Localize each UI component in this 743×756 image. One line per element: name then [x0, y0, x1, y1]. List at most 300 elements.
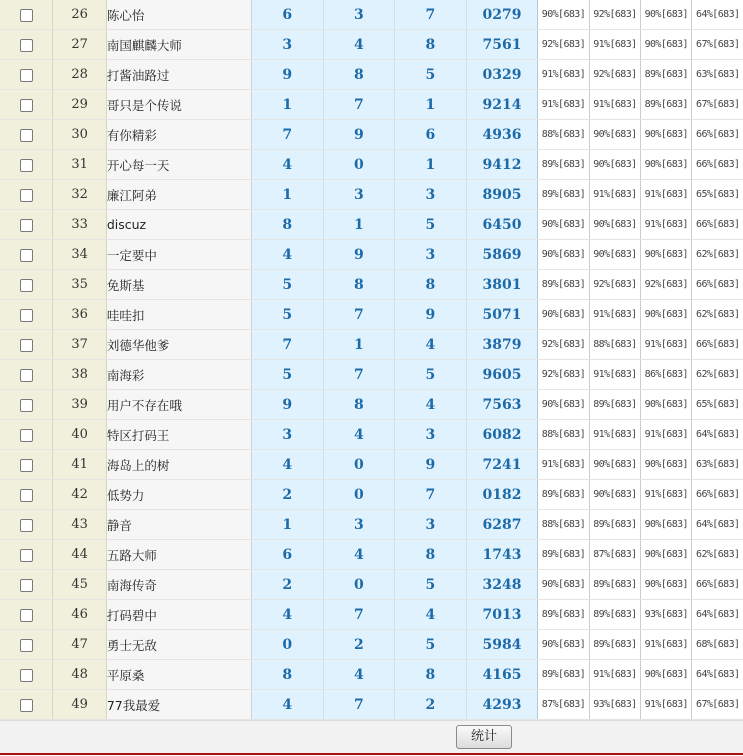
- digit-cell: 7: [323, 300, 395, 330]
- digit-cell: 7: [323, 360, 395, 390]
- row-number: 41: [53, 450, 106, 480]
- digit-cell: 3: [395, 240, 467, 270]
- row-number: 29: [53, 90, 106, 120]
- percent-cell: 89%[683]: [538, 180, 589, 210]
- row-number: 26: [53, 0, 106, 30]
- digit-cell: 5: [395, 60, 467, 90]
- percent-cell: 91%[683]: [641, 630, 692, 660]
- code-cell: 5071: [466, 300, 538, 330]
- digit-cell: 4: [395, 600, 467, 630]
- digit-cell: 4: [395, 330, 467, 360]
- row-number: 28: [53, 60, 106, 90]
- percent-cell: 91%[683]: [538, 90, 589, 120]
- row-number: 40: [53, 420, 106, 450]
- row-select-cell: [0, 690, 53, 720]
- percent-cell: 64%[683]: [692, 510, 743, 540]
- percent-cell: 91%[683]: [538, 450, 589, 480]
- row-select-cell: [0, 630, 53, 660]
- row-checkbox[interactable]: [20, 309, 33, 322]
- percent-cell: 91%[683]: [641, 480, 692, 510]
- code-cell: 5984: [466, 630, 538, 660]
- percent-cell: 92%[683]: [641, 270, 692, 300]
- row-select-cell: [0, 270, 53, 300]
- percent-cell: 90%[683]: [641, 450, 692, 480]
- digit-cell: 8: [323, 270, 395, 300]
- digit-cell: 3: [252, 30, 324, 60]
- percent-cell: 91%[683]: [641, 690, 692, 720]
- row-checkbox[interactable]: [20, 99, 33, 112]
- code-cell: 7241: [466, 450, 538, 480]
- percent-cell: 64%[683]: [692, 600, 743, 630]
- percent-cell: 67%[683]: [692, 690, 743, 720]
- percent-cell: 89%[683]: [589, 600, 640, 630]
- user-name: 陈心怡: [106, 0, 251, 30]
- percent-cell: 90%[683]: [589, 240, 640, 270]
- percent-cell: 90%[683]: [538, 390, 589, 420]
- table-row: [0, 300, 743, 330]
- user-name: 打酱油路过: [106, 60, 251, 90]
- percent-cell: 62%[683]: [692, 540, 743, 570]
- code-cell: 9214: [466, 90, 538, 120]
- digit-cell: 0: [323, 150, 395, 180]
- table-row: [0, 360, 743, 390]
- percent-cell: 91%[683]: [641, 180, 692, 210]
- digit-cell: 4: [323, 30, 395, 60]
- digit-cell: 0: [323, 450, 395, 480]
- row-number: 42: [53, 480, 106, 510]
- row-select-cell: [0, 660, 53, 690]
- digit-cell: 8: [323, 390, 395, 420]
- percent-cell: 90%[683]: [641, 660, 692, 690]
- digit-cell: 0: [323, 570, 395, 600]
- percent-cell: 90%[683]: [589, 120, 640, 150]
- percent-cell: 88%[683]: [538, 510, 589, 540]
- digit-cell: 1: [323, 330, 395, 360]
- digit-cell: 4: [252, 450, 324, 480]
- percent-cell: 67%[683]: [692, 30, 743, 60]
- digit-cell: 7: [323, 90, 395, 120]
- percent-cell: 89%[683]: [538, 150, 589, 180]
- digit-cell: 8: [323, 60, 395, 90]
- code-cell: 3248: [466, 570, 538, 600]
- table-row: [0, 120, 743, 150]
- row-checkbox[interactable]: [20, 129, 33, 142]
- digit-cell: 4: [323, 540, 395, 570]
- percent-cell: 91%[683]: [538, 60, 589, 90]
- table-row: [0, 630, 743, 660]
- percent-cell: 89%[683]: [641, 90, 692, 120]
- percent-cell: 68%[683]: [692, 630, 743, 660]
- percent-cell: 92%[683]: [589, 60, 640, 90]
- row-number: 27: [53, 30, 106, 60]
- percent-cell: 89%[683]: [538, 270, 589, 300]
- user-name: 南海彩: [106, 360, 251, 390]
- digit-cell: 6: [252, 0, 324, 30]
- digit-cell: 9: [395, 300, 467, 330]
- user-name: 低势力: [106, 480, 251, 510]
- row-select-cell: [0, 180, 53, 210]
- digit-cell: 9: [323, 120, 395, 150]
- code-cell: 9412: [466, 150, 538, 180]
- row-select-cell: [0, 360, 53, 390]
- code-cell: 1743: [466, 540, 538, 570]
- user-name: 哥只是个传说: [106, 90, 251, 120]
- percent-cell: 90%[683]: [641, 300, 692, 330]
- percent-cell: 90%[683]: [641, 150, 692, 180]
- percent-cell: 66%[683]: [692, 150, 743, 180]
- percent-cell: 89%[683]: [589, 570, 640, 600]
- percent-cell: 90%[683]: [641, 240, 692, 270]
- digit-cell: 3: [395, 180, 467, 210]
- row-select-cell: [0, 390, 53, 420]
- percent-cell: 91%[683]: [589, 360, 640, 390]
- row-select-cell: [0, 450, 53, 480]
- digit-cell: 1: [323, 210, 395, 240]
- table-row: [0, 90, 743, 120]
- table-row: [0, 150, 743, 180]
- digit-cell: 3: [252, 420, 324, 450]
- percent-cell: 91%[683]: [641, 330, 692, 360]
- user-name: discuz: [106, 210, 251, 240]
- digit-cell: 4: [252, 600, 324, 630]
- row-checkbox[interactable]: [20, 489, 33, 502]
- table-row: [0, 270, 743, 300]
- percent-cell: 89%[683]: [641, 60, 692, 90]
- percent-cell: 88%[683]: [589, 330, 640, 360]
- row-checkbox[interactable]: [20, 189, 33, 202]
- percent-cell: 90%[683]: [641, 390, 692, 420]
- digit-cell: 4: [323, 660, 395, 690]
- row-checkbox[interactable]: [20, 39, 33, 52]
- digit-cell: 3: [323, 510, 395, 540]
- row-select-cell: [0, 60, 53, 90]
- row-checkbox[interactable]: [20, 429, 33, 442]
- row-checkbox[interactable]: [20, 9, 33, 22]
- percent-cell: 92%[683]: [538, 30, 589, 60]
- digit-cell: 6: [252, 540, 324, 570]
- row-checkbox[interactable]: [20, 69, 33, 82]
- digit-cell: 2: [252, 570, 324, 600]
- digit-cell: 0: [252, 630, 324, 660]
- table-row: [0, 450, 743, 480]
- percent-cell: 90%[683]: [538, 630, 589, 660]
- percent-cell: 64%[683]: [692, 660, 743, 690]
- user-name: 廉江阿弟: [106, 180, 251, 210]
- percent-cell: 92%[683]: [538, 330, 589, 360]
- percent-cell: 93%[683]: [589, 690, 640, 720]
- stat-button[interactable]: 统计: [456, 725, 512, 749]
- digit-cell: 1: [252, 510, 324, 540]
- row-checkbox[interactable]: [20, 609, 33, 622]
- percent-cell: 90%[683]: [538, 240, 589, 270]
- digit-cell: 1: [395, 90, 467, 120]
- row-checkbox[interactable]: [20, 159, 33, 172]
- table-row: [0, 330, 743, 360]
- digit-cell: 2: [252, 480, 324, 510]
- percent-cell: 66%[683]: [692, 120, 743, 150]
- row-select-cell: [0, 330, 53, 360]
- code-cell: 4936: [466, 120, 538, 150]
- percent-cell: 90%[683]: [538, 300, 589, 330]
- percent-cell: 87%[683]: [538, 690, 589, 720]
- table-row: [0, 60, 743, 90]
- table-row: [0, 180, 743, 210]
- percent-cell: 67%[683]: [692, 90, 743, 120]
- percent-cell: 91%[683]: [589, 90, 640, 120]
- percent-cell: 89%[683]: [538, 480, 589, 510]
- digit-cell: 4: [252, 150, 324, 180]
- digit-cell: 4: [395, 390, 467, 420]
- table-row: [0, 690, 743, 720]
- user-name: 用户不存在哦: [106, 390, 251, 420]
- digit-cell: 4: [323, 420, 395, 450]
- row-number: 36: [53, 300, 106, 330]
- user-name: 南海传奇: [106, 570, 251, 600]
- row-checkbox[interactable]: [20, 699, 33, 712]
- percent-cell: 90%[683]: [641, 120, 692, 150]
- table-row: [0, 30, 743, 60]
- row-checkbox[interactable]: [20, 369, 33, 382]
- digit-cell: 4: [252, 690, 324, 720]
- code-cell: 4293: [466, 690, 538, 720]
- row-checkbox[interactable]: [20, 669, 33, 682]
- row-number: 43: [53, 510, 106, 540]
- digit-cell: 8: [252, 210, 324, 240]
- table-row: [0, 510, 743, 540]
- percent-cell: 89%[683]: [538, 660, 589, 690]
- row-select-cell: [0, 90, 53, 120]
- code-cell: 4165: [466, 660, 538, 690]
- code-cell: 3879: [466, 330, 538, 360]
- percent-cell: 89%[683]: [589, 630, 640, 660]
- table-row: [0, 570, 743, 600]
- digit-cell: 8: [395, 30, 467, 60]
- digit-cell: 9: [323, 240, 395, 270]
- user-name: 有你精彩: [106, 120, 251, 150]
- row-number: 38: [53, 360, 106, 390]
- row-select-cell: [0, 570, 53, 600]
- row-number: 37: [53, 330, 106, 360]
- digit-cell: 1: [395, 150, 467, 180]
- percent-cell: 66%[683]: [692, 330, 743, 360]
- code-cell: 0182: [466, 480, 538, 510]
- percent-cell: 89%[683]: [589, 510, 640, 540]
- digit-cell: 3: [323, 0, 395, 30]
- digit-cell: 3: [395, 420, 467, 450]
- user-name: 南国麒麟大师: [106, 30, 251, 60]
- percent-cell: 87%[683]: [589, 540, 640, 570]
- percent-cell: 93%[683]: [641, 600, 692, 630]
- user-name: 开心每一天: [106, 150, 251, 180]
- percent-cell: 90%[683]: [589, 480, 640, 510]
- code-cell: 7561: [466, 30, 538, 60]
- percent-cell: 63%[683]: [692, 60, 743, 90]
- percent-cell: 91%[683]: [589, 300, 640, 330]
- percent-cell: 90%[683]: [641, 540, 692, 570]
- code-cell: 6082: [466, 420, 538, 450]
- percent-cell: 89%[683]: [589, 390, 640, 420]
- percent-cell: 91%[683]: [589, 420, 640, 450]
- percent-cell: 90%[683]: [538, 0, 589, 30]
- row-select-cell: [0, 480, 53, 510]
- table-row: [0, 660, 743, 690]
- digit-cell: 5: [252, 270, 324, 300]
- percent-cell: 62%[683]: [692, 240, 743, 270]
- percent-cell: 88%[683]: [538, 420, 589, 450]
- percent-cell: 65%[683]: [692, 180, 743, 210]
- user-name: 五路大师: [106, 540, 251, 570]
- code-cell: 8905: [466, 180, 538, 210]
- code-cell: 9605: [466, 360, 538, 390]
- user-name: 打码碧中: [106, 600, 251, 630]
- row-number: 39: [53, 390, 106, 420]
- percent-cell: 90%[683]: [641, 30, 692, 60]
- row-select-cell: [0, 600, 53, 630]
- digit-cell: 9: [395, 450, 467, 480]
- code-cell: 7013: [466, 600, 538, 630]
- table-row: [0, 600, 743, 630]
- row-select-cell: [0, 0, 53, 30]
- row-number: 46: [53, 600, 106, 630]
- row-number: 30: [53, 120, 106, 150]
- row-select-cell: [0, 150, 53, 180]
- percent-cell: 64%[683]: [692, 0, 743, 30]
- percent-cell: 66%[683]: [692, 570, 743, 600]
- code-cell: 5869: [466, 240, 538, 270]
- table-row: [0, 0, 743, 30]
- row-checkbox[interactable]: [20, 519, 33, 532]
- row-select-cell: [0, 510, 53, 540]
- user-name: 一定要中: [106, 240, 251, 270]
- percent-cell: 91%[683]: [589, 180, 640, 210]
- row-checkbox[interactable]: [20, 579, 33, 592]
- digit-cell: 9: [252, 390, 324, 420]
- row-number: 49: [53, 690, 106, 720]
- digit-cell: 7: [395, 480, 467, 510]
- percent-cell: 86%[683]: [641, 360, 692, 390]
- row-number: 34: [53, 240, 106, 270]
- row-select-cell: [0, 240, 53, 270]
- row-number: 48: [53, 660, 106, 690]
- percent-cell: 91%[683]: [589, 30, 640, 60]
- digit-cell: 5: [395, 630, 467, 660]
- user-name: 特区打码王: [106, 420, 251, 450]
- user-name: 静音: [106, 510, 251, 540]
- digit-cell: 8: [395, 660, 467, 690]
- percent-cell: 62%[683]: [692, 300, 743, 330]
- digit-cell: 8: [252, 660, 324, 690]
- percent-cell: 65%[683]: [692, 390, 743, 420]
- row-number: 35: [53, 270, 106, 300]
- table-row: [0, 420, 743, 450]
- digit-cell: 4: [252, 240, 324, 270]
- percent-cell: 63%[683]: [692, 450, 743, 480]
- digit-cell: 1: [252, 180, 324, 210]
- digit-cell: 5: [252, 360, 324, 390]
- digit-cell: 2: [323, 630, 395, 660]
- percent-cell: 90%[683]: [641, 570, 692, 600]
- digit-cell: 7: [323, 690, 395, 720]
- digit-cell: 6: [395, 120, 467, 150]
- row-select-cell: [0, 420, 53, 450]
- percent-cell: 90%[683]: [589, 210, 640, 240]
- digit-cell: 3: [323, 180, 395, 210]
- code-cell: 7563: [466, 390, 538, 420]
- user-name: 平原桑: [106, 660, 251, 690]
- digit-cell: 7: [323, 600, 395, 630]
- row-checkbox[interactable]: [20, 279, 33, 292]
- code-cell: 6287: [466, 510, 538, 540]
- user-name: 哇哇扣: [106, 300, 251, 330]
- percent-cell: 90%[683]: [589, 150, 640, 180]
- table-row: [0, 540, 743, 570]
- digit-cell: 5: [395, 360, 467, 390]
- footer-divider: [0, 753, 743, 755]
- percent-cell: 66%[683]: [692, 210, 743, 240]
- user-name: 刘德华他爹: [106, 330, 251, 360]
- digit-cell: 1: [252, 90, 324, 120]
- digit-cell: 8: [395, 270, 467, 300]
- percent-cell: 89%[683]: [538, 540, 589, 570]
- row-checkbox[interactable]: [20, 339, 33, 352]
- row-checkbox[interactable]: [20, 219, 33, 232]
- row-checkbox[interactable]: [20, 249, 33, 262]
- digit-cell: 8: [395, 540, 467, 570]
- percent-cell: 90%[683]: [641, 510, 692, 540]
- digit-cell: 7: [252, 330, 324, 360]
- code-cell: 0279: [466, 0, 538, 30]
- digit-cell: 2: [395, 690, 467, 720]
- row-number: 45: [53, 570, 106, 600]
- table-row: [0, 390, 743, 420]
- row-number: 33: [53, 210, 106, 240]
- percent-cell: 91%[683]: [589, 660, 640, 690]
- percent-cell: 92%[683]: [589, 270, 640, 300]
- table-row: [0, 210, 743, 240]
- digit-cell: 0: [323, 480, 395, 510]
- row-number: 44: [53, 540, 106, 570]
- percent-cell: 62%[683]: [692, 360, 743, 390]
- percent-cell: 66%[683]: [692, 480, 743, 510]
- row-checkbox[interactable]: [20, 639, 33, 652]
- row-checkbox[interactable]: [20, 459, 33, 472]
- digit-cell: 5: [395, 570, 467, 600]
- row-select-cell: [0, 210, 53, 240]
- percent-cell: 90%[683]: [641, 0, 692, 30]
- digit-cell: 9: [252, 60, 324, 90]
- row-checkbox[interactable]: [20, 549, 33, 562]
- digit-cell: 5: [252, 300, 324, 330]
- row-select-cell: [0, 300, 53, 330]
- percent-cell: 89%[683]: [538, 600, 589, 630]
- row-select-cell: [0, 540, 53, 570]
- percent-cell: 90%[683]: [589, 450, 640, 480]
- percent-cell: 90%[683]: [538, 570, 589, 600]
- percent-cell: 92%[683]: [538, 360, 589, 390]
- row-number: 47: [53, 630, 106, 660]
- code-cell: 3801: [466, 270, 538, 300]
- digit-cell: 7: [252, 120, 324, 150]
- percent-cell: 91%[683]: [641, 210, 692, 240]
- digit-cell: 3: [395, 510, 467, 540]
- percent-cell: 91%[683]: [641, 420, 692, 450]
- row-checkbox[interactable]: [20, 399, 33, 412]
- table-row: [0, 480, 743, 510]
- percent-cell: 66%[683]: [692, 270, 743, 300]
- user-name: 77我最爱: [106, 690, 251, 720]
- user-name: 勇士无敌: [106, 630, 251, 660]
- table-row: [0, 240, 743, 270]
